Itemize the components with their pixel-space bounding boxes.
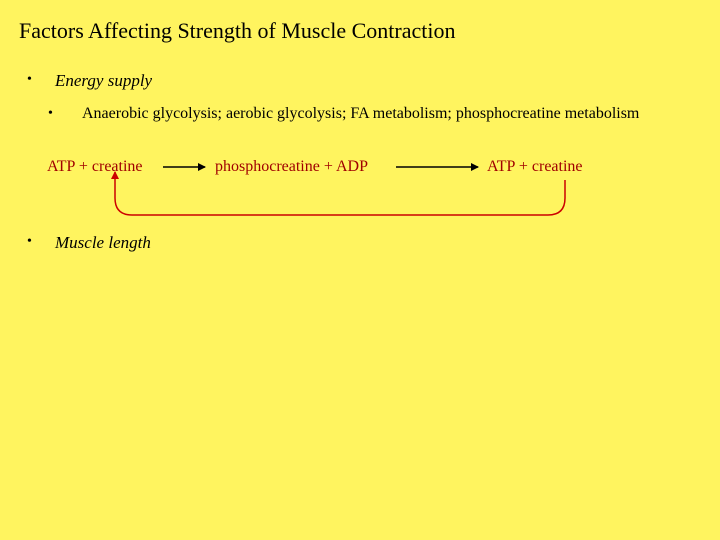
- bullet-energy-supply: Energy supply: [55, 71, 153, 90]
- sub-bullet-marker: •: [48, 106, 53, 121]
- bullet-muscle-length: Muscle length: [55, 233, 151, 252]
- bullet-marker: •: [27, 234, 32, 249]
- reaction-intermediate: phosphocreatine + ADP: [215, 158, 368, 175]
- bullet-marker: •: [27, 72, 32, 87]
- bullet-energy-detail: Anaerobic glycolysis; aerobic glycolysis; FA metabolism; phosphocreatine metabolism: [82, 105, 640, 122]
- recycle-arrow: [115, 172, 565, 215]
- slide-title: Factors Affecting Strength of Muscle Contraction: [19, 18, 456, 43]
- reaction-product: ATP + creatine: [487, 158, 583, 175]
- reaction-reactant: ATP + creatine: [47, 158, 143, 175]
